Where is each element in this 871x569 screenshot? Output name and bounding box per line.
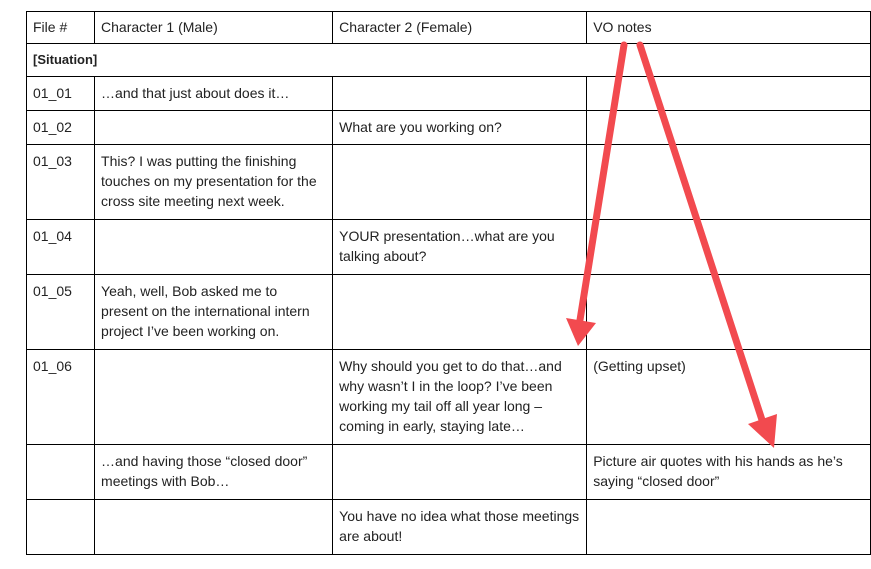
header-vo-notes: VO notes: [587, 12, 871, 44]
header-file-number: File #: [27, 12, 95, 44]
arrow-to-getting-upset-icon: [566, 45, 624, 346]
character-1-line: …and having those “closed door” meetings with Bob…: [95, 445, 333, 500]
character-2-line: Why should you get to do that…and why wasn’t I in the loop? I’ve been working my tail off all year long – coming in early, staying late…: [333, 350, 587, 445]
character-2-line: YOUR presentation…what are you talking about?: [333, 220, 587, 275]
vo-note: (Getting upset): [587, 350, 871, 445]
file-number-cell: 01_05: [27, 275, 95, 350]
file-number-cell: 01_06: [27, 350, 95, 445]
character-1-line: This? I was putting the finishing touches on my presentation for the cross site meeting next week.: [95, 145, 333, 220]
file-number-cell: 01_04: [27, 220, 95, 275]
arrow-to-air-quotes-note-icon: [640, 45, 777, 448]
file-number-cell: 01_02: [27, 111, 95, 145]
character-1-line: …and that just about does it…: [95, 77, 333, 111]
file-number-cell: 01_03: [27, 145, 95, 220]
character-2-line: What are you working on?: [333, 111, 587, 145]
situation-label: [Situation]: [27, 44, 871, 77]
header-character-1: Character 1 (Male): [95, 12, 333, 44]
vo-note: Picture air quotes with his hands as he’s saying “closed door”: [587, 445, 871, 500]
character-2-line: You have no idea what those meetings are about!: [333, 500, 587, 555]
file-number-cell: 01_01: [27, 77, 95, 111]
character-1-line: Yeah, well, Bob asked me to present on the international intern project I’ve been working on.: [95, 275, 333, 350]
header-character-2: Character 2 (Female): [333, 12, 587, 44]
